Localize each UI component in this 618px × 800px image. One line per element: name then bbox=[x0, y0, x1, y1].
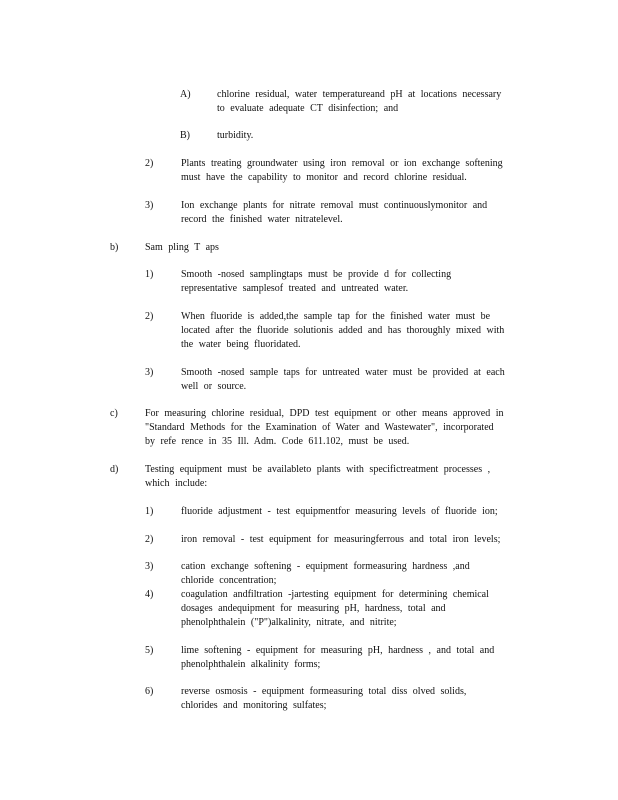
item-label: 4) bbox=[145, 589, 154, 600]
text-line: chloride concentration; bbox=[181, 575, 277, 586]
subitem-a-text bbox=[217, 88, 501, 116]
text-line: lime softening - equipment for measuring pH, hardness , and total and bbox=[181, 645, 495, 656]
text-line: located after the fluoride solutionis added and has thoroughly mixed with bbox=[181, 325, 505, 336]
text-line: phenolphthalein alkalinity forms; bbox=[181, 659, 321, 670]
section-d-label: d) bbox=[110, 464, 119, 475]
text-line: For measuring chlorine residual, DPD test equipment or other means approved in bbox=[145, 408, 504, 419]
subitem-b-text bbox=[217, 129, 253, 143]
text-line: reverse osmosis - equipment formeasuring total diss olved solids, bbox=[181, 686, 467, 697]
text-line: must have the capability to monitor and record chlorine residual. bbox=[181, 172, 467, 183]
section-c-text bbox=[145, 407, 503, 449]
item-text bbox=[181, 366, 505, 394]
text-line: iron removal - test equipment for measuringferrous and total iron levels; bbox=[181, 534, 501, 545]
text-line: by refe rence in 35 Ill. Adm. Code 611.102, must be used. bbox=[145, 436, 410, 447]
text-line: Ion exchange plants for nitrate removal must continuouslymonitor and bbox=[181, 200, 488, 211]
item-label: 2) bbox=[145, 534, 154, 545]
text-line: coagulation andfiltration -jartesting equipment for determining chemical bbox=[181, 589, 489, 600]
text-line: Smooth -nosed samplingtaps must be provide d for collecting bbox=[181, 269, 452, 280]
text-line: record the finished water nitratelevel. bbox=[181, 214, 343, 225]
item-text bbox=[181, 268, 451, 296]
text-line: phenolphthalein ("P")alkalinity, nitrate, and nitrite; bbox=[181, 617, 397, 628]
section-b-heading bbox=[145, 241, 219, 255]
text-line: Smooth -nosed sample taps for untreated water must be provided at each bbox=[181, 367, 505, 378]
item-text bbox=[181, 310, 504, 352]
item-text bbox=[181, 560, 470, 588]
section-b-label: b) bbox=[110, 242, 119, 253]
item-text bbox=[181, 644, 494, 672]
item-2-label: 2) bbox=[145, 158, 154, 169]
text-line: which include: bbox=[145, 478, 208, 489]
item-label: 1) bbox=[145, 506, 154, 517]
text-line: well or source. bbox=[181, 381, 247, 392]
section-c-label: c) bbox=[110, 408, 118, 419]
text-line: fluoride adjustment - test equipmentfor measuring levels of fluoride ion; bbox=[181, 506, 498, 517]
text-line: Plants treating groundwater using iron removal or ion exchange softening bbox=[181, 158, 503, 169]
item-label: 3) bbox=[145, 561, 154, 572]
item-2-text bbox=[181, 157, 503, 185]
section-heading: Sam pling T aps bbox=[145, 242, 219, 253]
item-3-text bbox=[181, 199, 487, 227]
text-line: "Standard Methods for the Examination of Water and Wastewater", incorporated bbox=[145, 422, 494, 433]
subitem-a-label: A) bbox=[180, 89, 191, 100]
section-d-text bbox=[145, 463, 490, 491]
item-text bbox=[181, 505, 498, 519]
text-line: the water being fluoridated. bbox=[181, 339, 301, 350]
item-label: 6) bbox=[145, 686, 154, 697]
text-line: chlorine residual, water temperatureand pH at locations necessary bbox=[217, 89, 502, 100]
item-label: 1) bbox=[145, 269, 154, 280]
item-text bbox=[181, 588, 489, 630]
text-line: representative samplesof treated and untreated water. bbox=[181, 283, 409, 294]
item-label: 5) bbox=[145, 645, 154, 656]
item-label: 3) bbox=[145, 367, 154, 378]
text-line: chlorides and monitoring sulfates; bbox=[181, 700, 327, 711]
text-line: turbidity. bbox=[217, 130, 254, 141]
text-line: cation exchange softening - equipment formeasuring hardness ,and bbox=[181, 561, 470, 572]
text-line: When fluoride is added,the sample tap for the finished water must be bbox=[181, 311, 491, 322]
subitem-b-label: B) bbox=[180, 130, 190, 141]
text-line: dosages andequipment for measuring pH, hardness, total and bbox=[181, 603, 446, 614]
item-text bbox=[181, 685, 466, 713]
item-text bbox=[181, 533, 500, 547]
item-label: 2) bbox=[145, 311, 154, 322]
text-line: Testing equipment must be availableto plants with specifictreatment processes , bbox=[145, 464, 491, 475]
text-line: to evaluate adequate CT disinfection; and bbox=[217, 103, 399, 114]
item-3-label: 3) bbox=[145, 200, 154, 211]
